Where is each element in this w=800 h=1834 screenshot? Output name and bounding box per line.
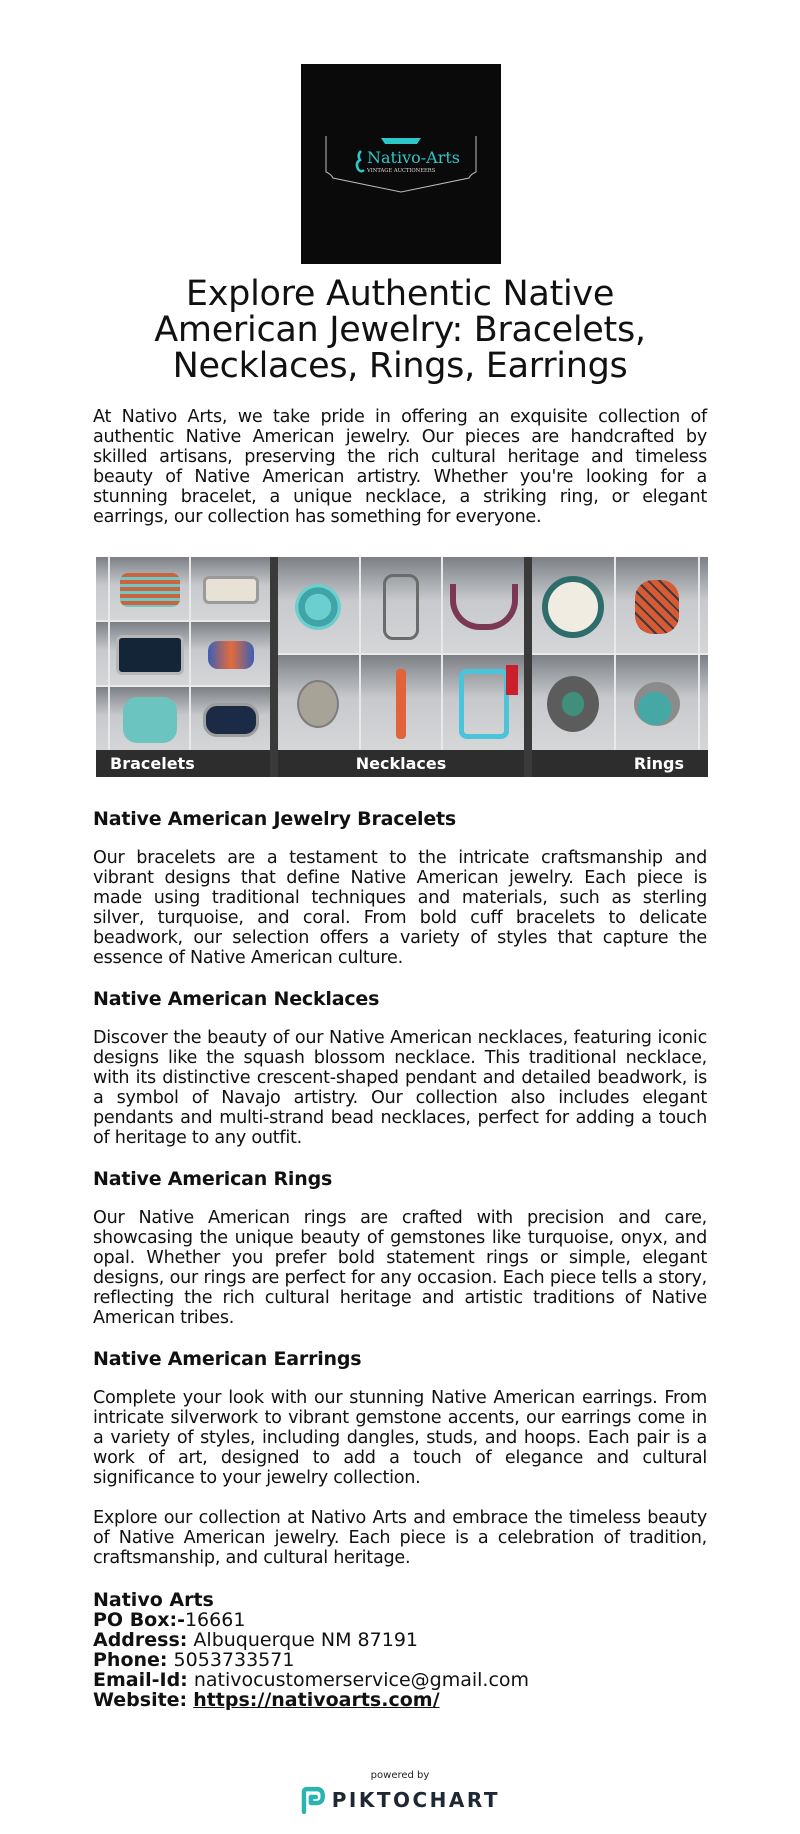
email-value: nativocustomerservice@gmail.com [187, 1669, 530, 1691]
section-body-rings: Our Native American rings are crafted with precision and care, showcasing the unique beauty of gemstones like turquoise, onyx, and opal. Whether you prefer bold statement rings or simple, elegant designs, our rings are perfect for any occasion. Each piece tells a story, reflecting the rich cultural heritage and artistic traditions of Native American tribes. [93, 1208, 707, 1328]
banner-panel-necklaces [278, 557, 524, 777]
svg-text:Nativo-Arts: Nativo-Arts [367, 148, 461, 167]
banner-label-rings: Rings [532, 750, 708, 777]
nativo-arts-logo [301, 64, 501, 264]
address-label: Address: [93, 1629, 188, 1651]
email-line [93, 1670, 529, 1690]
phone-label: Phone: [93, 1649, 168, 1671]
address-value: Albuquerque NM 87191 [187, 1629, 418, 1651]
phone-line [93, 1650, 529, 1670]
closing-paragraph: Explore our collection at Nativo Arts and embrace the timeless beauty of Native American jewelry. Each piece is a celebration of tradition, craftsmanship, and cultural heritage. [93, 1508, 707, 1568]
section-body-necklaces: Discover the beauty of our Native American necklaces, featuring iconic designs like the squash blossom necklace. This traditional necklace, with its distinctive crescent-shaped pendant and detailed beadwork, is a symbol of Navajo artistry. Our collection also includes elegant pendants and multi-strand bead necklaces, perfect for adding a touch of heritage to any outfit. [93, 1028, 707, 1148]
phone-value: 5053733571 [167, 1649, 295, 1671]
section-body-bracelets: Our bracelets are a testament to the intricate craftsmanship and vibrant designs that define Native American jewelry. Each piece is made using traditional techniques and materials, such as sterling silver, turquoise, and coral. From bold cuff bracelets to delicate beadwork, our selection offers a variety of styles that capture the essence of Native American culture. [93, 848, 707, 968]
website-link[interactable]: https://nativoarts.com/ [193, 1689, 440, 1711]
piktochart-wordmark: PIKTOCHART [331, 1788, 500, 1812]
banner-panel-rings [532, 557, 708, 777]
section-heading-necklaces: Native American Necklaces [93, 988, 380, 1010]
po-box-label: PO Box:- [93, 1609, 185, 1631]
email-label: Email-Id: [93, 1669, 188, 1691]
website-label: Website: [93, 1689, 188, 1711]
section-body-earrings: Complete your look with our stunning Native American earrings. From intricate silverwork to vibrant gemstone accents, our earrings come in a variety of styles, including dangles, studs, and hoops. Each pair is a work of art, designed to add a touch of elegance and cultural significance to your jewelry collection. [93, 1388, 707, 1488]
address-line [93, 1630, 529, 1650]
website-line [93, 1690, 529, 1710]
piktochart-logo-icon [300, 1786, 326, 1814]
po-box-line [93, 1610, 529, 1630]
company-name: Nativo Arts [93, 1589, 214, 1611]
banner-label-necklaces: Necklaces [278, 750, 524, 777]
logo-emblem-icon [301, 64, 501, 264]
banner-label-bracelets: Bracelets [96, 750, 270, 777]
intro-paragraph: At Nativo Arts, we take pride in offering an exquisite collection of authentic Native American jewelry. Our pieces are handcrafted by skilled artisans, preserving the rich cultural heritage and timeless beauty of Native American artistry. Whether you're looking for a stunning bracelet, a unique necklace, a striking ring, or elegant earrings, our collection has something for everyone. [93, 407, 707, 527]
piktochart-footer[interactable] [300, 1770, 500, 1814]
svg-text:VINTAGE AUCTIONEERS: VINTAGE AUCTIONEERS [367, 168, 436, 174]
banner-panel-bracelets [96, 557, 270, 777]
contact-block [93, 1590, 529, 1710]
po-box-value: 16661 [184, 1609, 246, 1631]
powered-by-text: powered by [370, 1770, 430, 1781]
jewelry-category-banner [96, 557, 708, 777]
section-heading-bracelets: Native American Jewelry Bracelets [93, 808, 456, 830]
section-heading-rings: Native American Rings [93, 1168, 333, 1190]
page-title: Explore Authentic Native American Jewelry: Bracelets, Necklaces, Rings, Earrings [154, 274, 646, 386]
section-heading-earrings: Native American Earrings [93, 1348, 362, 1370]
